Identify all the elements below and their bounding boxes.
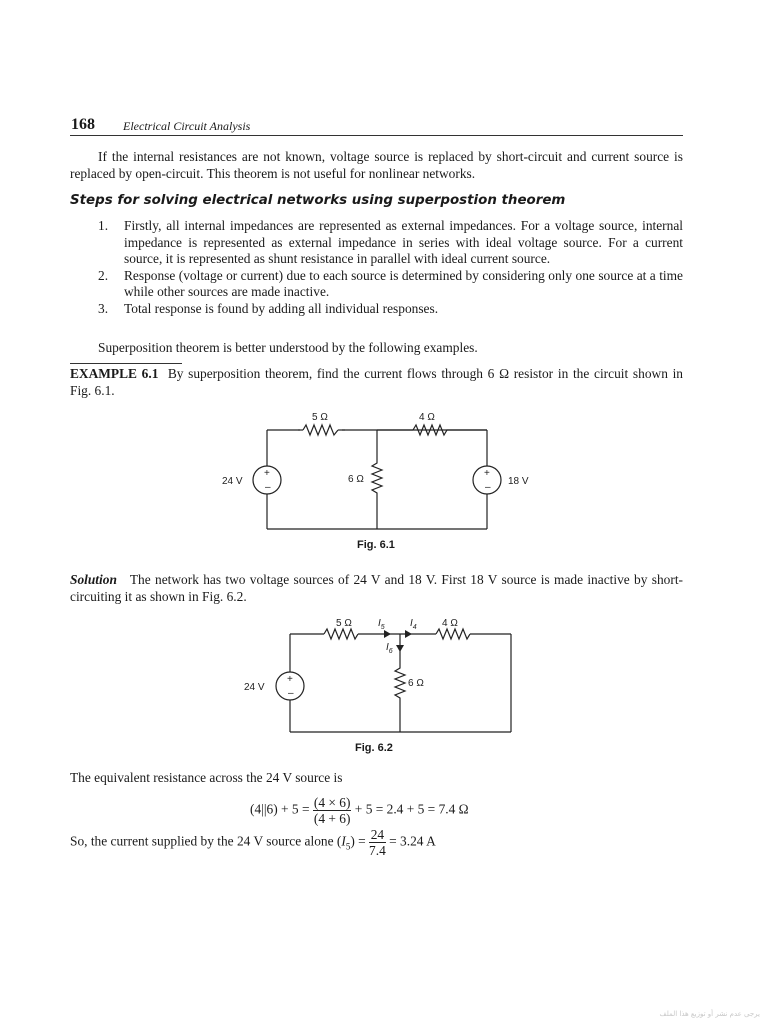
step-number: 1.: [98, 218, 109, 233]
example-text: By superposition theorem, find the current flows through 6 Ω resistor in the circuit shown in Fig. 6.1.: [70, 366, 684, 398]
eq2-denominator: 7.4: [369, 843, 386, 858]
fig1-left-minus: –: [265, 482, 271, 493]
page-number: 168: [71, 116, 95, 133]
list-item: [98, 218, 683, 268]
fig2-r2-label: 4 Ω: [442, 618, 458, 629]
eq1-rhs: + 5 = 2.4 + 5 = 7.4 Ω: [354, 801, 469, 817]
fig1-r1-label: 5 Ω: [312, 412, 328, 423]
eq1-fraction: [313, 795, 352, 826]
watermark: يرجى عدم نشر أو توزيع هذا الملف: [659, 1010, 760, 1018]
step-text: Total response is found by adding all individual responses.: [124, 300, 439, 316]
fig1-r3-label: 6 Ω: [348, 474, 364, 485]
fig1-r2-label: 4 Ω: [419, 412, 435, 423]
fig1-caption: Fig. 6.1: [357, 539, 395, 551]
eq1-lhs: (4||6) + 5 =: [250, 801, 310, 817]
eq2-close: ) =: [350, 833, 366, 849]
equiv-sentence: The equivalent resistance across the 24 V source is: [70, 770, 343, 785]
example-rule: [70, 363, 182, 364]
list-item: [98, 301, 683, 318]
step-text: Firstly, all internal impedances are represented as external impedances. For a voltage source, internal impedance is represented as external impedance in series with ideal voltage source. For a current source, it is represented as shunt resistance in parallel with ideal current source.: [124, 218, 683, 266]
figure-6-1-circuit: [200, 405, 560, 560]
step-number: 3.: [98, 300, 109, 316]
fig1-18v-label: 18 V: [508, 476, 529, 487]
running-header-title: Electrical Circuit Analysis: [123, 119, 251, 133]
fig2-24v-label: 24 V: [244, 682, 265, 693]
eq1-numerator: (4 × 6): [313, 795, 351, 810]
eq2-fraction: [369, 827, 386, 858]
equation-equivalent-resistance: [250, 795, 469, 826]
fig1-right-minus: –: [485, 482, 491, 493]
fig2-i4-label: $I_4$: [410, 618, 417, 631]
fig1-left-plus: +: [264, 468, 270, 479]
section-heading: Steps for solving electrical networks using superpostion theorem: [70, 193, 566, 208]
steps-list: [98, 218, 683, 317]
eq2-var: I: [341, 833, 346, 849]
header-rule: [70, 135, 683, 136]
eq2-sub: 5: [345, 841, 351, 852]
list-item: [98, 268, 683, 301]
fig2-caption: Fig. 6.2: [355, 742, 393, 754]
eq2-rhs: = 3.24 A: [389, 833, 436, 849]
solution-label: Solution: [70, 572, 117, 587]
figure-6-2-circuit: [230, 610, 530, 745]
solution-text: The network has two voltage sources of 24 V and 18 V. First 18 V source is made inactive by short-circuiting it as shown in Fig. 6.2.: [70, 572, 683, 604]
fig2-minus: –: [288, 688, 294, 699]
fig1-right-plus: +: [484, 468, 490, 479]
fig1-24v-label: 24 V: [222, 476, 243, 487]
eq1-denominator: (4 + 6): [313, 811, 351, 826]
fig2-r1-label: 5 Ω: [336, 618, 352, 629]
step-text: Response (voltage or current) due to each source is determined by considering only one source at a time while other sources are made inactive.: [124, 267, 683, 299]
fig2-r3-label: 6 Ω: [408, 678, 424, 689]
example-paragraph: [70, 366, 683, 399]
fig2-i6-label: $I_6$: [386, 642, 393, 655]
intro-paragraph: If the internal resistances are not known, voltage source is replaced by short-circuit and current source is replaced by open-circuit. This theorem is not useful for nonlinear networks.: [70, 149, 683, 181]
step-number: 2.: [98, 267, 109, 283]
eq2-numerator: 24: [370, 827, 385, 842]
fig2-plus: +: [287, 674, 293, 685]
example-label: EXAMPLE 6.1: [70, 366, 159, 381]
solution-paragraph: [70, 572, 683, 605]
superposition-note: Superposition theorem is better understood by the following examples.: [98, 340, 478, 355]
eq2-sentence: So, the current supplied by the 24 V source alone (: [70, 833, 342, 849]
equation-current: [70, 827, 436, 858]
fig2-i5-label: $I_5$: [378, 618, 385, 631]
